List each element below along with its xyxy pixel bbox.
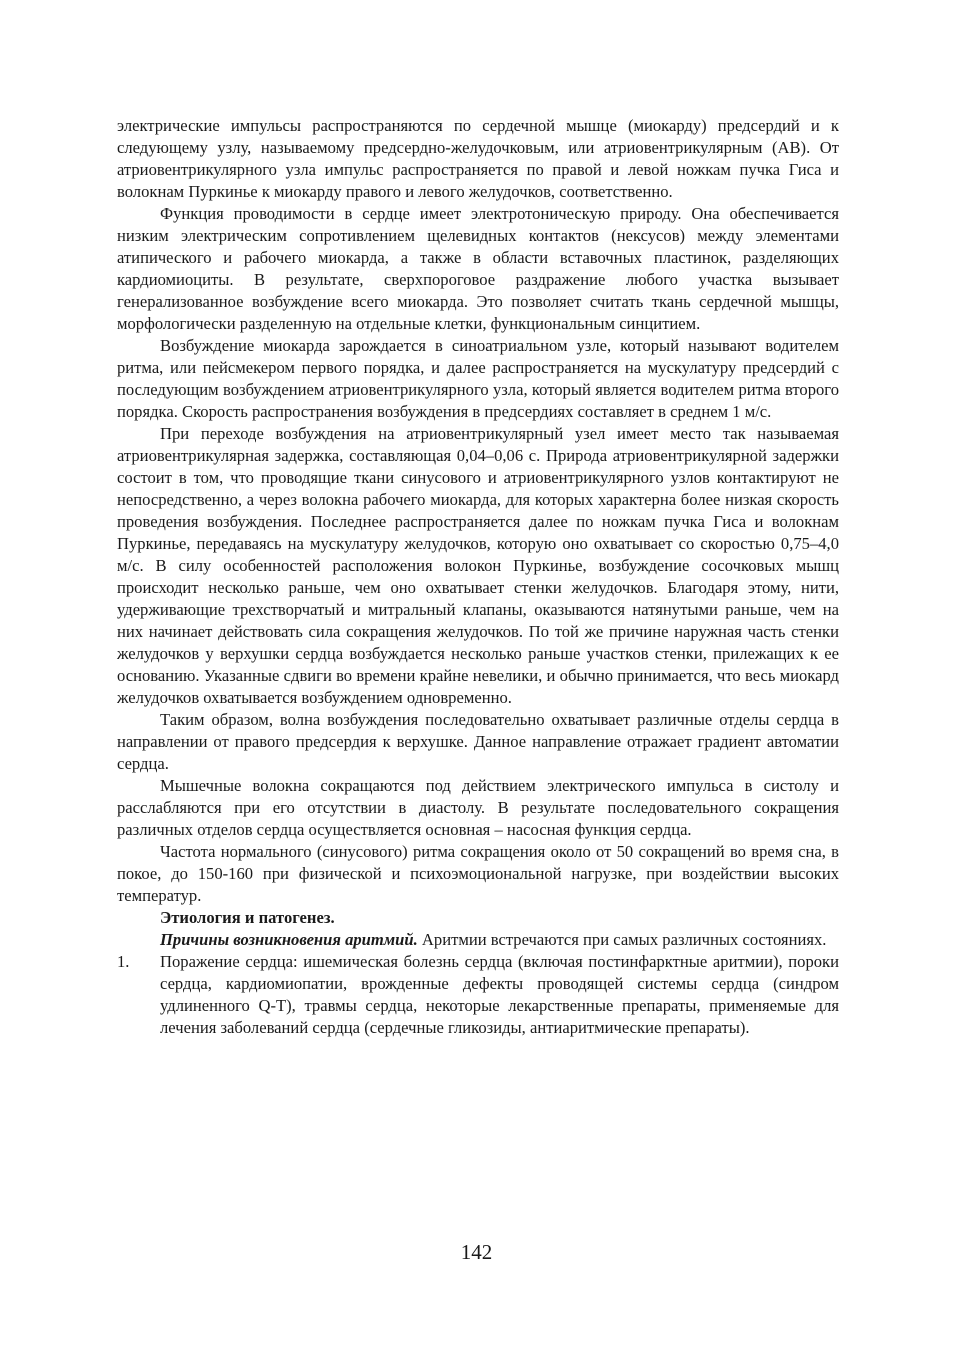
page-number: 142 <box>460 1240 493 1264</box>
list-item-number: 1. <box>117 952 130 971</box>
section-heading: Этиология и патогенез. <box>160 908 335 927</box>
paragraph-av-delay: При переходе возбуждения на атриовентрикулярный узел имеет место так называемая атриовентрикулярная задержка, составляющая 0,04–0,06 с. Природа атриовентрикулярной задержки состоит в том, что проводящие ткани синусового и атриовентрикулярного узлов контактируют не непосредственно, а через волокна рабочего миокарда, для которых характерна более низкая скорость проведения возбуждения. Последнее распространяется далее по ножкам пучка Гиса и волокнам Пуркинье, передаваясь на мускулатуру желудочков, которую оно охватывает со скоростью 0,75–4,0 м/с. В силу особенностей расположения волокон Пуркинье, возбуждение сосочковых мышц происходит несколько раньше, чем оно охватывает стенки желудочков. Благодаря этому, нити, удерживающие трехстворчатый и митральный клапаны, оказываются натянутыми раньше, чем на них начинает действовать сила сокращения желудочков. По той же причине наружная часть стенки желудочков у верхушки сердца возбуждается несколько раньше участков стенки, прилежащих к ее основанию. Указанные сдвиги во времени крайне невелики, и обычно принимается, что весь миокард желудочков охватывается возбуждением одновременно. <box>117 424 839 707</box>
list-item <box>117 951 839 1039</box>
page-body <box>117 115 839 1039</box>
causes-text: Аритмии встречаются при самых различных состояниях. <box>417 930 827 949</box>
causes-title: Причины возникновения аритмий. <box>160 930 418 949</box>
paragraph-continuation: электрические импульсы распространяются по сердечной мышце (миокарду) предсердий и к следующему узлу, называемому предсердно-желудочковым, или атриовентрикулярным (АВ). От атриовентрикулярного узла импульс распространяется по правой и левой ножкам пучка Гиса и волокнам Пуркинье к миокарду правого и левого желудочков, соответственно. <box>117 116 839 201</box>
paragraph-conduction-function: Функция проводимости в сердце имеет электротоническую природу. Она обеспечивается низким электрическим сопротивлением щелевидных контактов (нексусов) между элементами атипического и рабочего миокарда, а также в области вставочных пластинок, разделяющих кардиомиоциты. В результате, сверхпороговое раздражение любого участка вызывает генерализованное возбуждение всего миокарда. Это позволяет считать ткань сердечной мышцы, морфологически разделенную на отдельные клетки, функциональным синцитием. <box>117 204 839 333</box>
list-item-text: Поражение сердца: ишемическая болезнь сердца (включая постинфарктные аритмии), пороки сердца, кардиомиопатии, врожденные дефекты проводящей системы сердца (синдром удлиненного Q-T), травмы сердца, некоторые лекарственные препараты, применяемые для лечения заболеваний сердца (сердечные гликозиды, антиаритмические препараты). <box>160 952 839 1037</box>
paragraph-sinoatrial-node: Возбуждение миокарда зарождается в синоатриальном узле, который называют водителем ритма, или пейсмекером первого порядка, и далее распространяется на мускулатуру предсердий с последующим возбуждением атриовентрикулярного узла, который является водителем ритма второго порядка. Скорость распространения возбуждения в предсердиях составляет в среднем 1 м/с. <box>117 336 839 421</box>
paragraph-muscle-contraction: Мышечные волокна сокращаются под действием электрического импульса в систолу и расслабляются при его отсутствии в диастолу. В результате последовательного сокращения различных отделов сердца осуществляется основная – насосная функция сердца. <box>117 776 839 839</box>
paragraph-excitation-wave: Таким образом, волна возбуждения последовательно охватывает различные отделы сердца в направлении от правого предсердия к верхушке. Данное направление отражает градиент автоматии сердца. <box>117 710 839 773</box>
paragraph-heart-rate: Частота нормального (синусового) ритма сокращения около от 50 сокращений во время сна, в покое, до 150-160 при физической и психоэмоциональной нагрузке, при воздействии высоких температур. <box>117 842 839 905</box>
causes-paragraph <box>117 929 839 951</box>
